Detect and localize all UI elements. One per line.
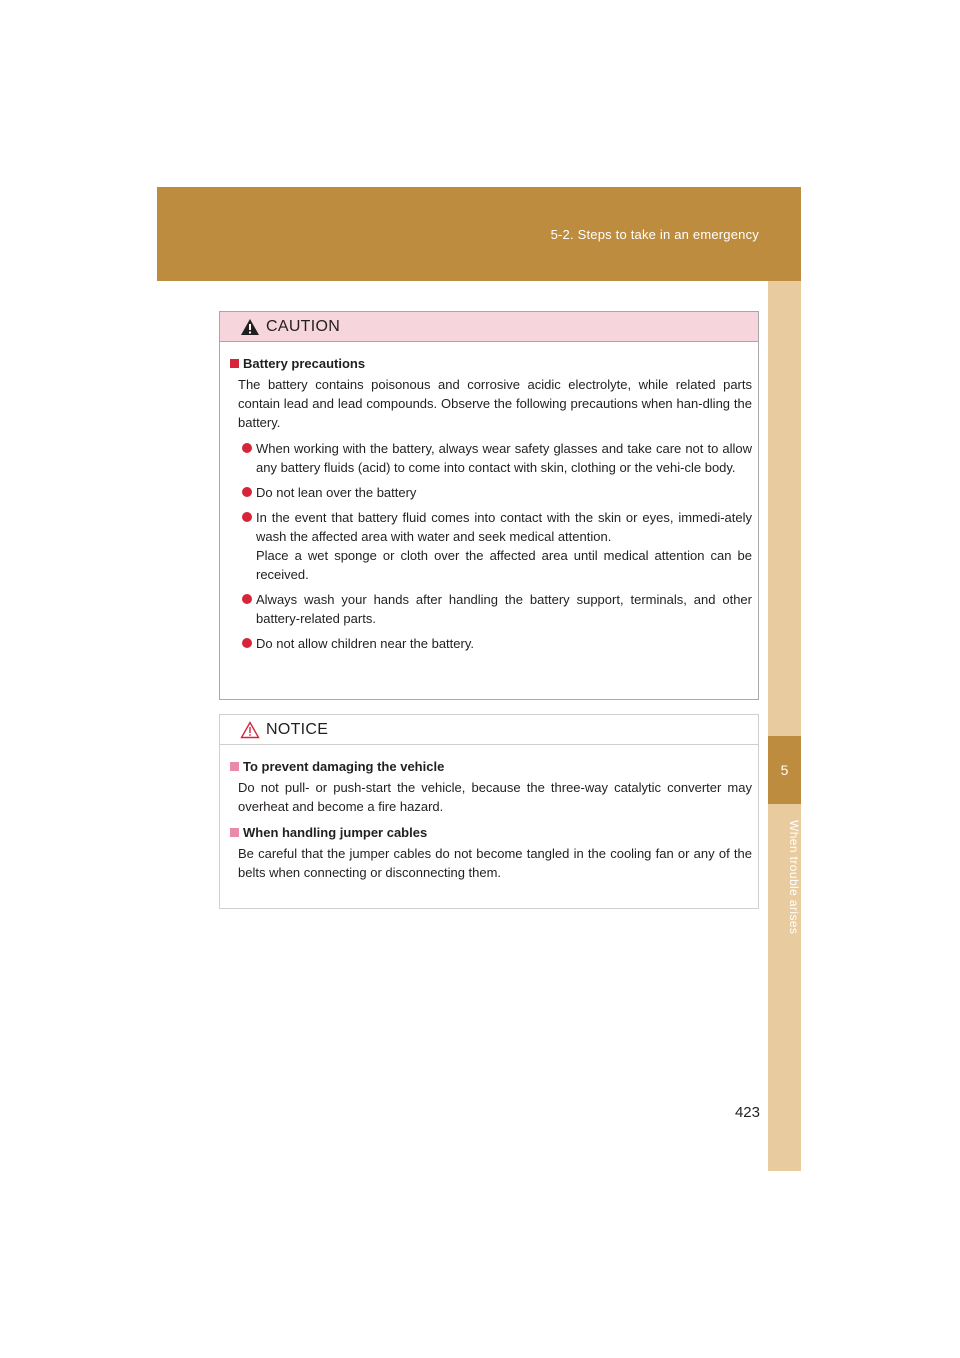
- page-number: 423: [734, 1104, 760, 1121]
- bullet-text-extra: Place a wet sponge or cloth over the affected area until medical attention can be received.: [256, 548, 752, 582]
- notice-section-title-text: To prevent damaging the vehicle: [243, 759, 445, 774]
- notice-section-text: Be careful that the jumper cables do not become tangled in the cooling fan or any of the belts when connecting or disconnecting them.: [238, 846, 752, 880]
- notice-section-title-text: When handling jumper cables: [243, 825, 428, 840]
- warning-triangle-outline-icon: [240, 721, 260, 739]
- notice-label: NOTICE: [266, 720, 329, 738]
- bullet-text: When working with the battery, always wear safety glasses and take care not to allow any battery fluids (acid) to come into contact with skin, clothing or the vehi-cle body.: [256, 441, 752, 475]
- caution-intro: The battery contains poisonous and corrosive acidic electrolyte, while related parts contain lead and lead compounds. Observe the following precautions when han-dling the battery.: [238, 377, 752, 430]
- list-item: [242, 439, 752, 477]
- caution-section-title: [230, 354, 752, 373]
- chapter-title-vertical: When trouble arises: [787, 819, 801, 935]
- bullet-text: Do not lean over the battery: [256, 485, 417, 500]
- list-item: [242, 590, 752, 628]
- square-bullet-icon: [230, 828, 239, 837]
- bullet-text: Do not allow children near the battery.: [256, 636, 474, 651]
- notice-body: [220, 745, 758, 882]
- battery-precautions-title: Battery precautions: [243, 356, 366, 371]
- caution-label: CAUTION: [266, 317, 341, 335]
- header-band: [157, 187, 801, 281]
- square-bullet-icon: [230, 762, 239, 771]
- list-item: [242, 634, 752, 653]
- list-item: [242, 483, 752, 502]
- square-bullet-icon: [230, 359, 239, 368]
- notice-section-title: [230, 823, 752, 842]
- circle-bullet-icon: [242, 487, 252, 497]
- notice-box: [219, 714, 759, 909]
- caution-body: [220, 342, 758, 653]
- section-header-title: 5-2. Steps to take in an emergency: [550, 227, 759, 242]
- warning-triangle-icon: [240, 318, 260, 336]
- list-item: [242, 508, 752, 584]
- caution-header: [220, 312, 758, 342]
- circle-bullet-icon: [242, 638, 252, 648]
- circle-bullet-icon: [242, 443, 252, 453]
- circle-bullet-icon: [242, 512, 252, 522]
- caution-box: [219, 311, 759, 700]
- bullet-text: In the event that battery fluid comes into contact with the skin or eyes, immedi-ately wash the affected area with water and seek medical attention.: [256, 510, 752, 544]
- circle-bullet-icon: [242, 594, 252, 604]
- chapter-side-strip: [768, 281, 801, 1171]
- bullet-text: Always wash your hands after handling the battery support, terminals, and other battery-related parts.: [256, 592, 752, 626]
- notice-header: [220, 715, 758, 745]
- chapter-number-tab[interactable]: 5: [768, 736, 801, 804]
- notice-section-text: Do not pull- or push-start the vehicle, because the three-way catalytic converter may overheat and become a fire hazard.: [238, 780, 752, 814]
- notice-section-title: [230, 757, 752, 776]
